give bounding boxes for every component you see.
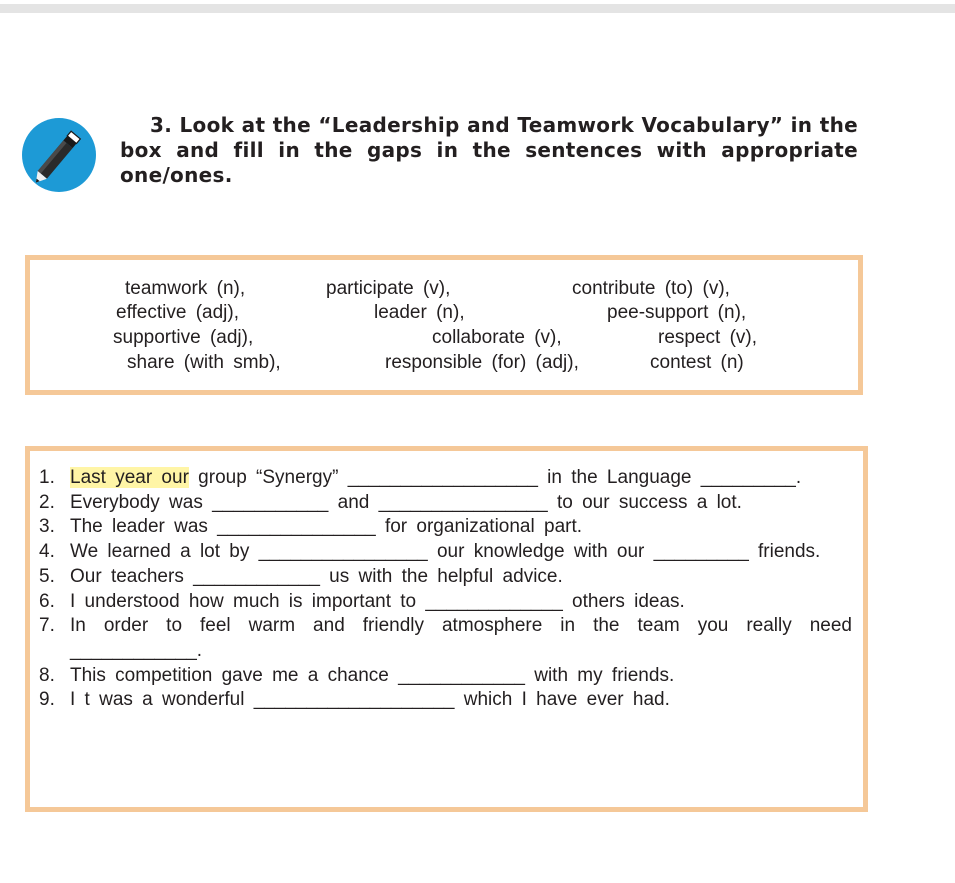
highlighted-text: Last year our [70, 467, 189, 488]
sentence-number: 8. [39, 664, 55, 686]
sentence-number: 7. [39, 615, 55, 637]
vocab-word: participate (v), [326, 278, 451, 299]
sentence-item [39, 614, 852, 663]
vocab-word: teamwork (n), [125, 278, 246, 299]
sentence-text: The leader was _______________ for organizational part. [70, 516, 583, 538]
sentence-number: 9. [39, 689, 55, 711]
sentence-text: Our teachers ____________ us with the helpful advice. [70, 565, 563, 587]
sentence-item [39, 688, 852, 713]
sentence-number: 5. [39, 565, 55, 587]
sentence-item [39, 590, 852, 615]
sentence-text: Everybody was ___________ and ________________ to our success a lot. [70, 491, 742, 513]
sentence-number: 4. [39, 541, 55, 563]
sentence-item [39, 664, 852, 689]
vocab-word: effective (adj), [116, 302, 239, 323]
sentence-number: 3. [39, 516, 55, 538]
vocab-word: responsible (for) (adj), [385, 352, 579, 373]
vocab-word: leader (n), [374, 302, 465, 323]
vocab-word: share (with smb), [127, 352, 281, 373]
sentence-number: 2. [39, 491, 55, 513]
sentence-number: 1. [39, 467, 55, 488]
sentence-text: This competition gave me a chance ____________ with my friends. [70, 664, 675, 686]
vocab-word: contest (n) [650, 352, 744, 373]
task-instruction: 3. Look at the “Leadership and Teamwork Vocabulary” in the box and fill in the gaps in the sentences with appropriate one/ones. [120, 113, 858, 187]
vocab-word: pee-support (n), [607, 302, 747, 323]
pencil-icon [21, 117, 97, 193]
sentence-item [39, 466, 852, 491]
sentence-item [39, 491, 852, 516]
sentence-text: We learned a lot by ________________ our knowledge with our _________ friends. [70, 541, 821, 563]
vocab-word: contribute (to) (v), [572, 278, 730, 299]
sentence-item [39, 515, 852, 540]
sentence-item [39, 540, 852, 565]
sentence-item [39, 565, 852, 590]
top-divider [0, 4, 955, 13]
sentence-text: group “Synergy” __________________ in the Language _________. [188, 467, 802, 488]
sentence-text: In order to feel warm and friendly atmosphere in the team you really need ____________. [70, 615, 852, 661]
sentence-number: 6. [39, 590, 55, 612]
vocab-word: collaborate (v), [432, 327, 562, 348]
sentence-text: I t was a wonderful ___________________ which I have ever had. [70, 689, 670, 711]
sentence-text: I understood how much is important to _____________ others ideas. [70, 590, 685, 612]
sentence-list [39, 466, 852, 713]
vocab-word: respect (v), [658, 327, 758, 348]
vocab-word: supportive (adj), [113, 327, 254, 348]
